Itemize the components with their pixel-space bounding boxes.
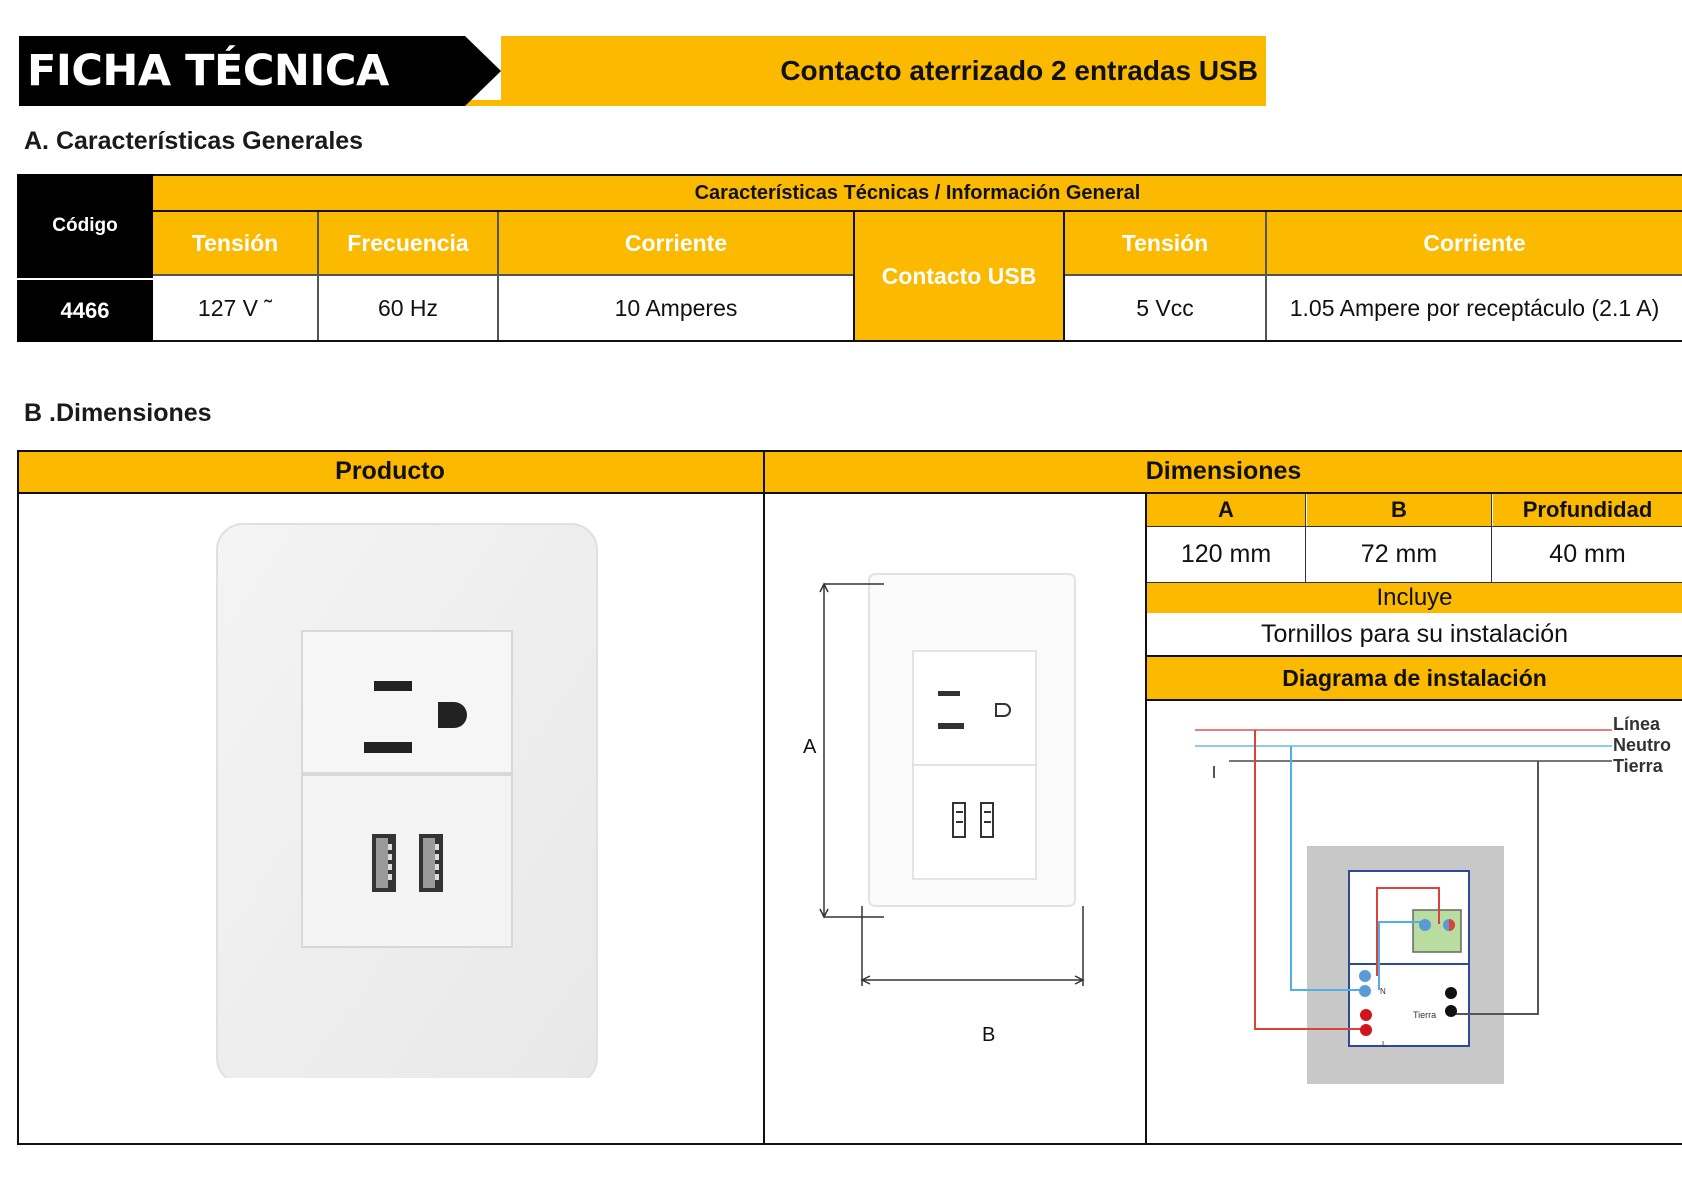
- border: [17, 450, 19, 1145]
- label-tierra-small: Tierra: [1413, 1010, 1437, 1020]
- border: [1145, 494, 1147, 1145]
- label-neutro: Neutro: [1613, 735, 1671, 755]
- dim-col-profundidad: Profundidad: [1493, 494, 1682, 526]
- dim-value-profundidad: 40 mm: [1549, 539, 1626, 568]
- section-b-title: B .Dimensiones: [24, 399, 212, 427]
- border: [17, 1143, 1682, 1145]
- border: [1305, 494, 1306, 582]
- incluye-value: Tornillos para su instalación: [1260, 619, 1569, 648]
- border: [1147, 582, 1682, 583]
- outlet-slot-icon: [374, 681, 412, 691]
- col-header-usb-tension: Tensión: [1065, 212, 1265, 274]
- product-header: Producto: [17, 450, 763, 492]
- col-header-corriente: Corriente: [499, 212, 853, 274]
- product-subtitle: Contacto aterrizado 2 entradas USB: [780, 55, 1258, 86]
- label-tierra: Tierra: [1613, 756, 1663, 776]
- border: [1147, 655, 1682, 657]
- label-linea: Línea: [1613, 714, 1661, 734]
- group-header: Características Técnicas / Información General: [153, 176, 1682, 210]
- dim-value-b: 72 mm: [1360, 539, 1438, 568]
- incluye-header: Incluye: [1147, 583, 1682, 613]
- usb-port-icon: [419, 834, 443, 892]
- characteristics-table: [17, 174, 1682, 342]
- dim-col-a: A: [1147, 494, 1305, 526]
- dimension-a-label: A: [803, 736, 817, 758]
- label-l: L: [1382, 1040, 1387, 1049]
- border: [1491, 494, 1492, 582]
- col-divider: [1063, 212, 1065, 340]
- drawing-outlet: [913, 651, 1036, 765]
- value-frecuencia: 60 Hz: [319, 276, 497, 340]
- table-bottom-border: [153, 340, 1682, 342]
- border: [1147, 526, 1682, 527]
- border: [17, 450, 1682, 452]
- value-usb-corriente: 1.05 Ampere por receptáculo (2.1 A): [1267, 276, 1682, 340]
- diagram-header: Diagrama de instalación: [1147, 657, 1682, 699]
- usb-port-icon: [372, 834, 396, 892]
- dimension-b-label: B: [982, 1024, 996, 1046]
- label-n: N: [1380, 987, 1386, 996]
- value-tension: 127 V ˜: [153, 276, 317, 340]
- border: [17, 492, 1682, 494]
- col-divider: [1265, 212, 1267, 340]
- outlet-slot-icon: [364, 742, 412, 753]
- usb-module: [302, 775, 512, 947]
- dimension-drawing: [767, 560, 1143, 1060]
- header-arrow: [465, 36, 501, 106]
- col-header-frecuencia: Frecuencia: [319, 212, 497, 274]
- dim-col-b: B: [1307, 494, 1491, 526]
- drawing-usb: [913, 765, 1036, 879]
- codigo-header: Código: [17, 174, 153, 278]
- codigo-value: 4466: [17, 278, 153, 342]
- contacto-usb-header: Contacto USB: [855, 212, 1063, 340]
- section-a-title: A. Características Generales: [24, 127, 364, 155]
- col-divider: [317, 212, 319, 340]
- col-header-tension: Tensión: [153, 212, 317, 274]
- product-photo: [167, 498, 627, 1078]
- col-divider: [497, 212, 499, 340]
- dim-value-a: 120 mm: [1180, 539, 1272, 568]
- page-title: FICHA TÉCNICA: [27, 46, 389, 96]
- installation-diagram: [1167, 704, 1682, 1140]
- value-usb-tension: 5 Vcc: [1065, 276, 1265, 340]
- col-header-usb-corriente: Corriente: [1267, 212, 1682, 274]
- value-corriente: 10 Amperes: [499, 276, 853, 340]
- dimensions-header: Dimensiones: [765, 450, 1682, 492]
- border: [1147, 699, 1682, 701]
- ground-hole-icon: [438, 702, 467, 728]
- col-divider: [853, 212, 855, 340]
- dimensions-table: [17, 450, 1682, 1145]
- border: [763, 450, 765, 1145]
